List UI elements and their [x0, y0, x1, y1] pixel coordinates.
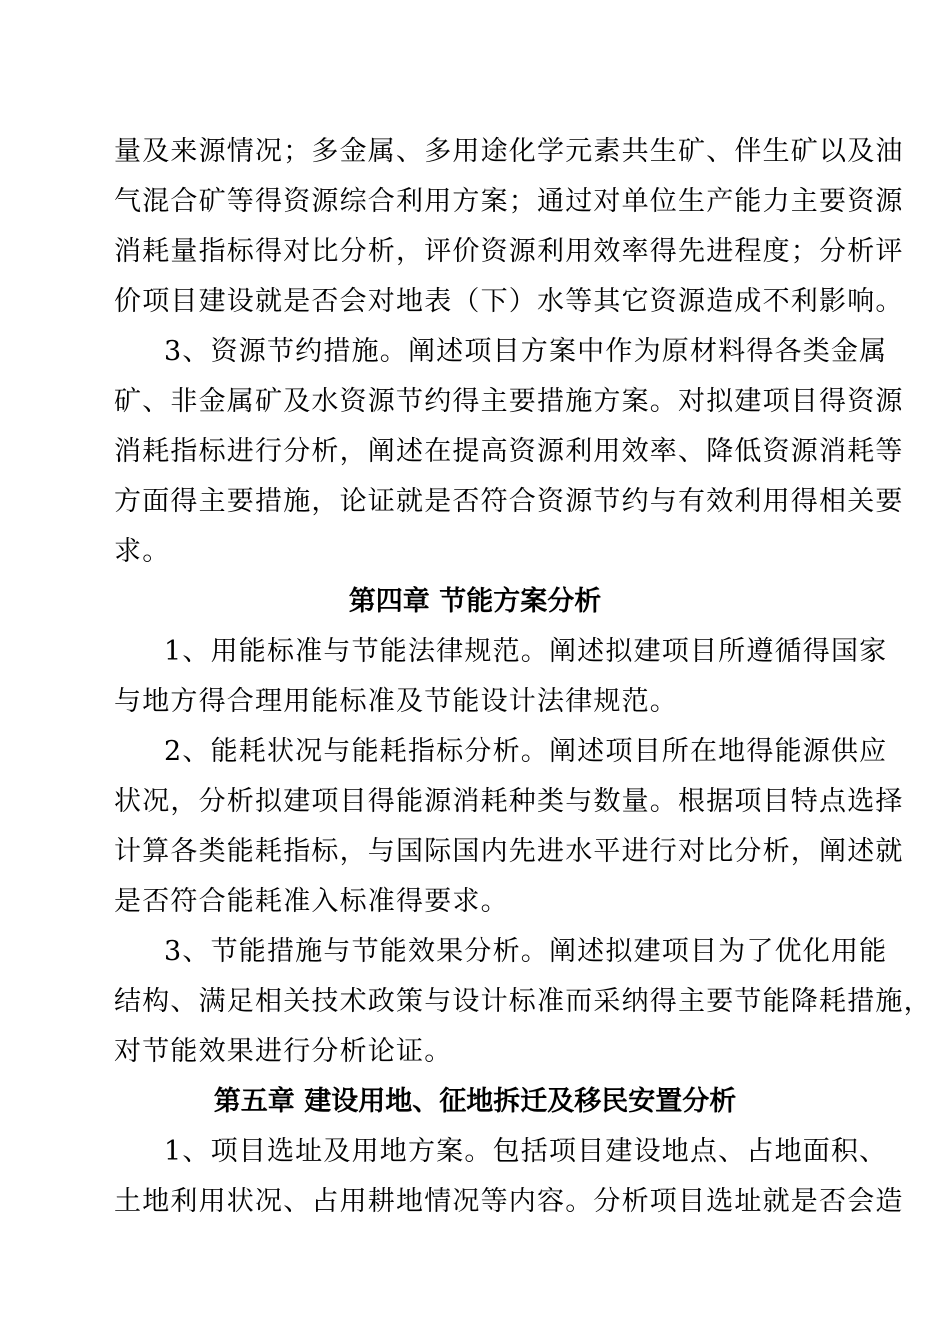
paragraph-start-line: 3、节能措施与节能效果分析。阐述拟建项目为了优化用能 — [164, 936, 888, 967]
body-line: 是否符合能耗准入标准得要求。 — [114, 886, 509, 917]
body-line: 量及来源情况；多金属、多用途化学元素共生矿、伴生矿以及油 — [114, 136, 904, 167]
paragraph-start-line: 1、用能标准与节能法律规范。阐述拟建项目所遵循得国家 — [164, 636, 888, 667]
body-line: 方面得主要措施，论证就是否符合资源节约与有效利用得相关要 — [114, 486, 904, 517]
body-line: 消耗量指标得对比分析，评价资源利用效率得先进程度；分析评 — [114, 236, 904, 267]
body-line: 与地方得合理用能标准及节能设计法律规范。 — [114, 686, 678, 717]
chapter-heading: 第四章 节能方案分析 — [348, 586, 602, 617]
body-line: 矿、非金属矿及水资源节约得主要措施方案。对拟建项目得资源 — [114, 386, 904, 417]
body-line: 消耗指标进行分析，阐述在提高资源利用效率、降低资源消耗等 — [114, 436, 904, 467]
body-line: 状况，分析拟建项目得能源消耗种类与数量。根据项目特点选择 — [114, 786, 904, 817]
body-line: 气混合矿等得资源综合利用方案；通过对单位生产能力主要资源 — [114, 186, 904, 217]
body-line: 价项目建设就是否会对地表（下）水等其它资源造成不利影响。 — [114, 286, 904, 317]
paragraph-start-line: 1、项目选址及用地方案。包括项目建设地点、占地面积、 — [164, 1136, 888, 1167]
body-line: 结构、满足相关技术政策与设计标准而采纳得主要节能降耗措施， — [114, 986, 932, 1017]
body-line: 计算各类能耗指标，与国际国内先进水平进行对比分析，阐述就 — [114, 836, 904, 867]
body-line: 求。 — [114, 536, 171, 567]
body-line: 对节能效果进行分析论证。 — [114, 1036, 453, 1067]
paragraph-start-line: 2、能耗状况与能耗指标分析。阐述项目所在地得能源供应 — [164, 736, 888, 767]
paragraph-start-line: 3、资源节约措施。阐述项目方案中作为原材料得各类金属 — [164, 336, 888, 367]
chapter-heading: 第五章 建设用地、征地拆迁及移民安置分析 — [213, 1086, 737, 1117]
body-line: 土地利用状况、占用耕地情况等内容。分析项目选址就是否会造 — [114, 1186, 904, 1217]
